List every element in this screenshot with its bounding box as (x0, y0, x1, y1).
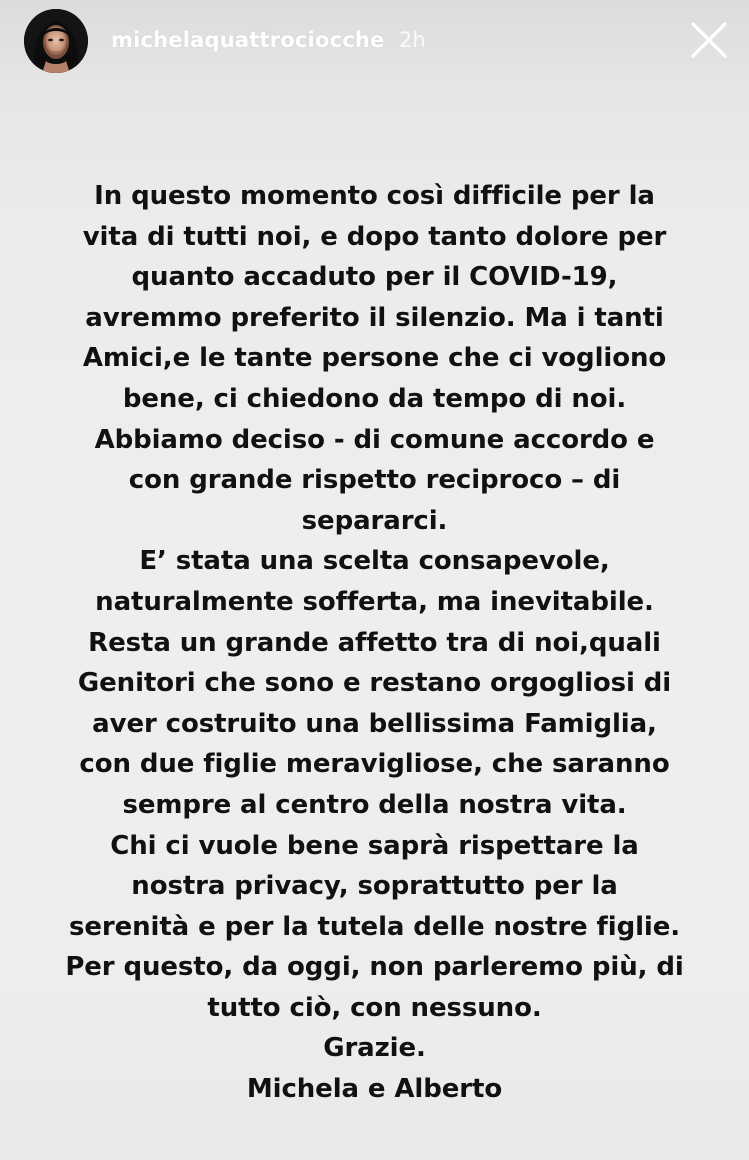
message-line: quanto accaduto per il COVID-19, (131, 262, 618, 293)
message-line: serenità e per la tutela delle nostre figlie. (68, 911, 681, 942)
close-icon (688, 19, 730, 61)
username[interactable]: michelaquattrociocche (111, 28, 385, 52)
message-signature: Michela e Alberto (246, 1074, 503, 1105)
message-line: Genitori che sono e restano orgogliosi di (77, 668, 672, 699)
message-line: Amici,e le tante persone che ci vogliono (82, 343, 667, 374)
message-line: In questo momento così difficile per la (94, 181, 655, 211)
story-timestamp: 2h (399, 28, 426, 52)
message-line: vita di tutti noi, e dopo tanto dolore per (82, 221, 667, 252)
message-line: separarci. (301, 505, 448, 536)
message-line: bene, ci chiedono da tempo di noi. (122, 383, 627, 414)
message-line: Per questo, da oggi, non parleremo più, di (65, 952, 684, 983)
message-line: E’ stata una scelta consapevole, (139, 546, 610, 577)
message-line: Abbiamo deciso - di comune accordo e (94, 424, 655, 455)
message-line: avremmo preferito il silenzio. Ma i tanti (85, 302, 664, 333)
message-line: con grande rispetto reciproco – di (128, 465, 621, 496)
message-line: Chi ci vuole bene saprà rispettare la (110, 830, 639, 861)
profile-avatar[interactable] (24, 9, 88, 73)
message-line: sempre al centro della nostra vita. (122, 789, 627, 820)
message-line: Grazie. (323, 1033, 426, 1064)
story-header (0, 0, 749, 84)
message-line: naturalmente sofferta, ma inevitabile. (95, 586, 654, 617)
message-line: nostra privacy, soprattutto per la (131, 871, 618, 902)
story-text-message (40, 176, 709, 1110)
message-line: aver costruito una bellissima Famiglia, (92, 708, 657, 739)
close-button[interactable] (688, 19, 730, 61)
avatar-image (24, 9, 88, 73)
message-line: tutto ciò, con nessuno. (207, 992, 542, 1023)
message-line: con due figlie meravigliose, che saranno (79, 749, 670, 780)
message-line: Resta un grande affetto tra di noi,quali (88, 627, 661, 658)
